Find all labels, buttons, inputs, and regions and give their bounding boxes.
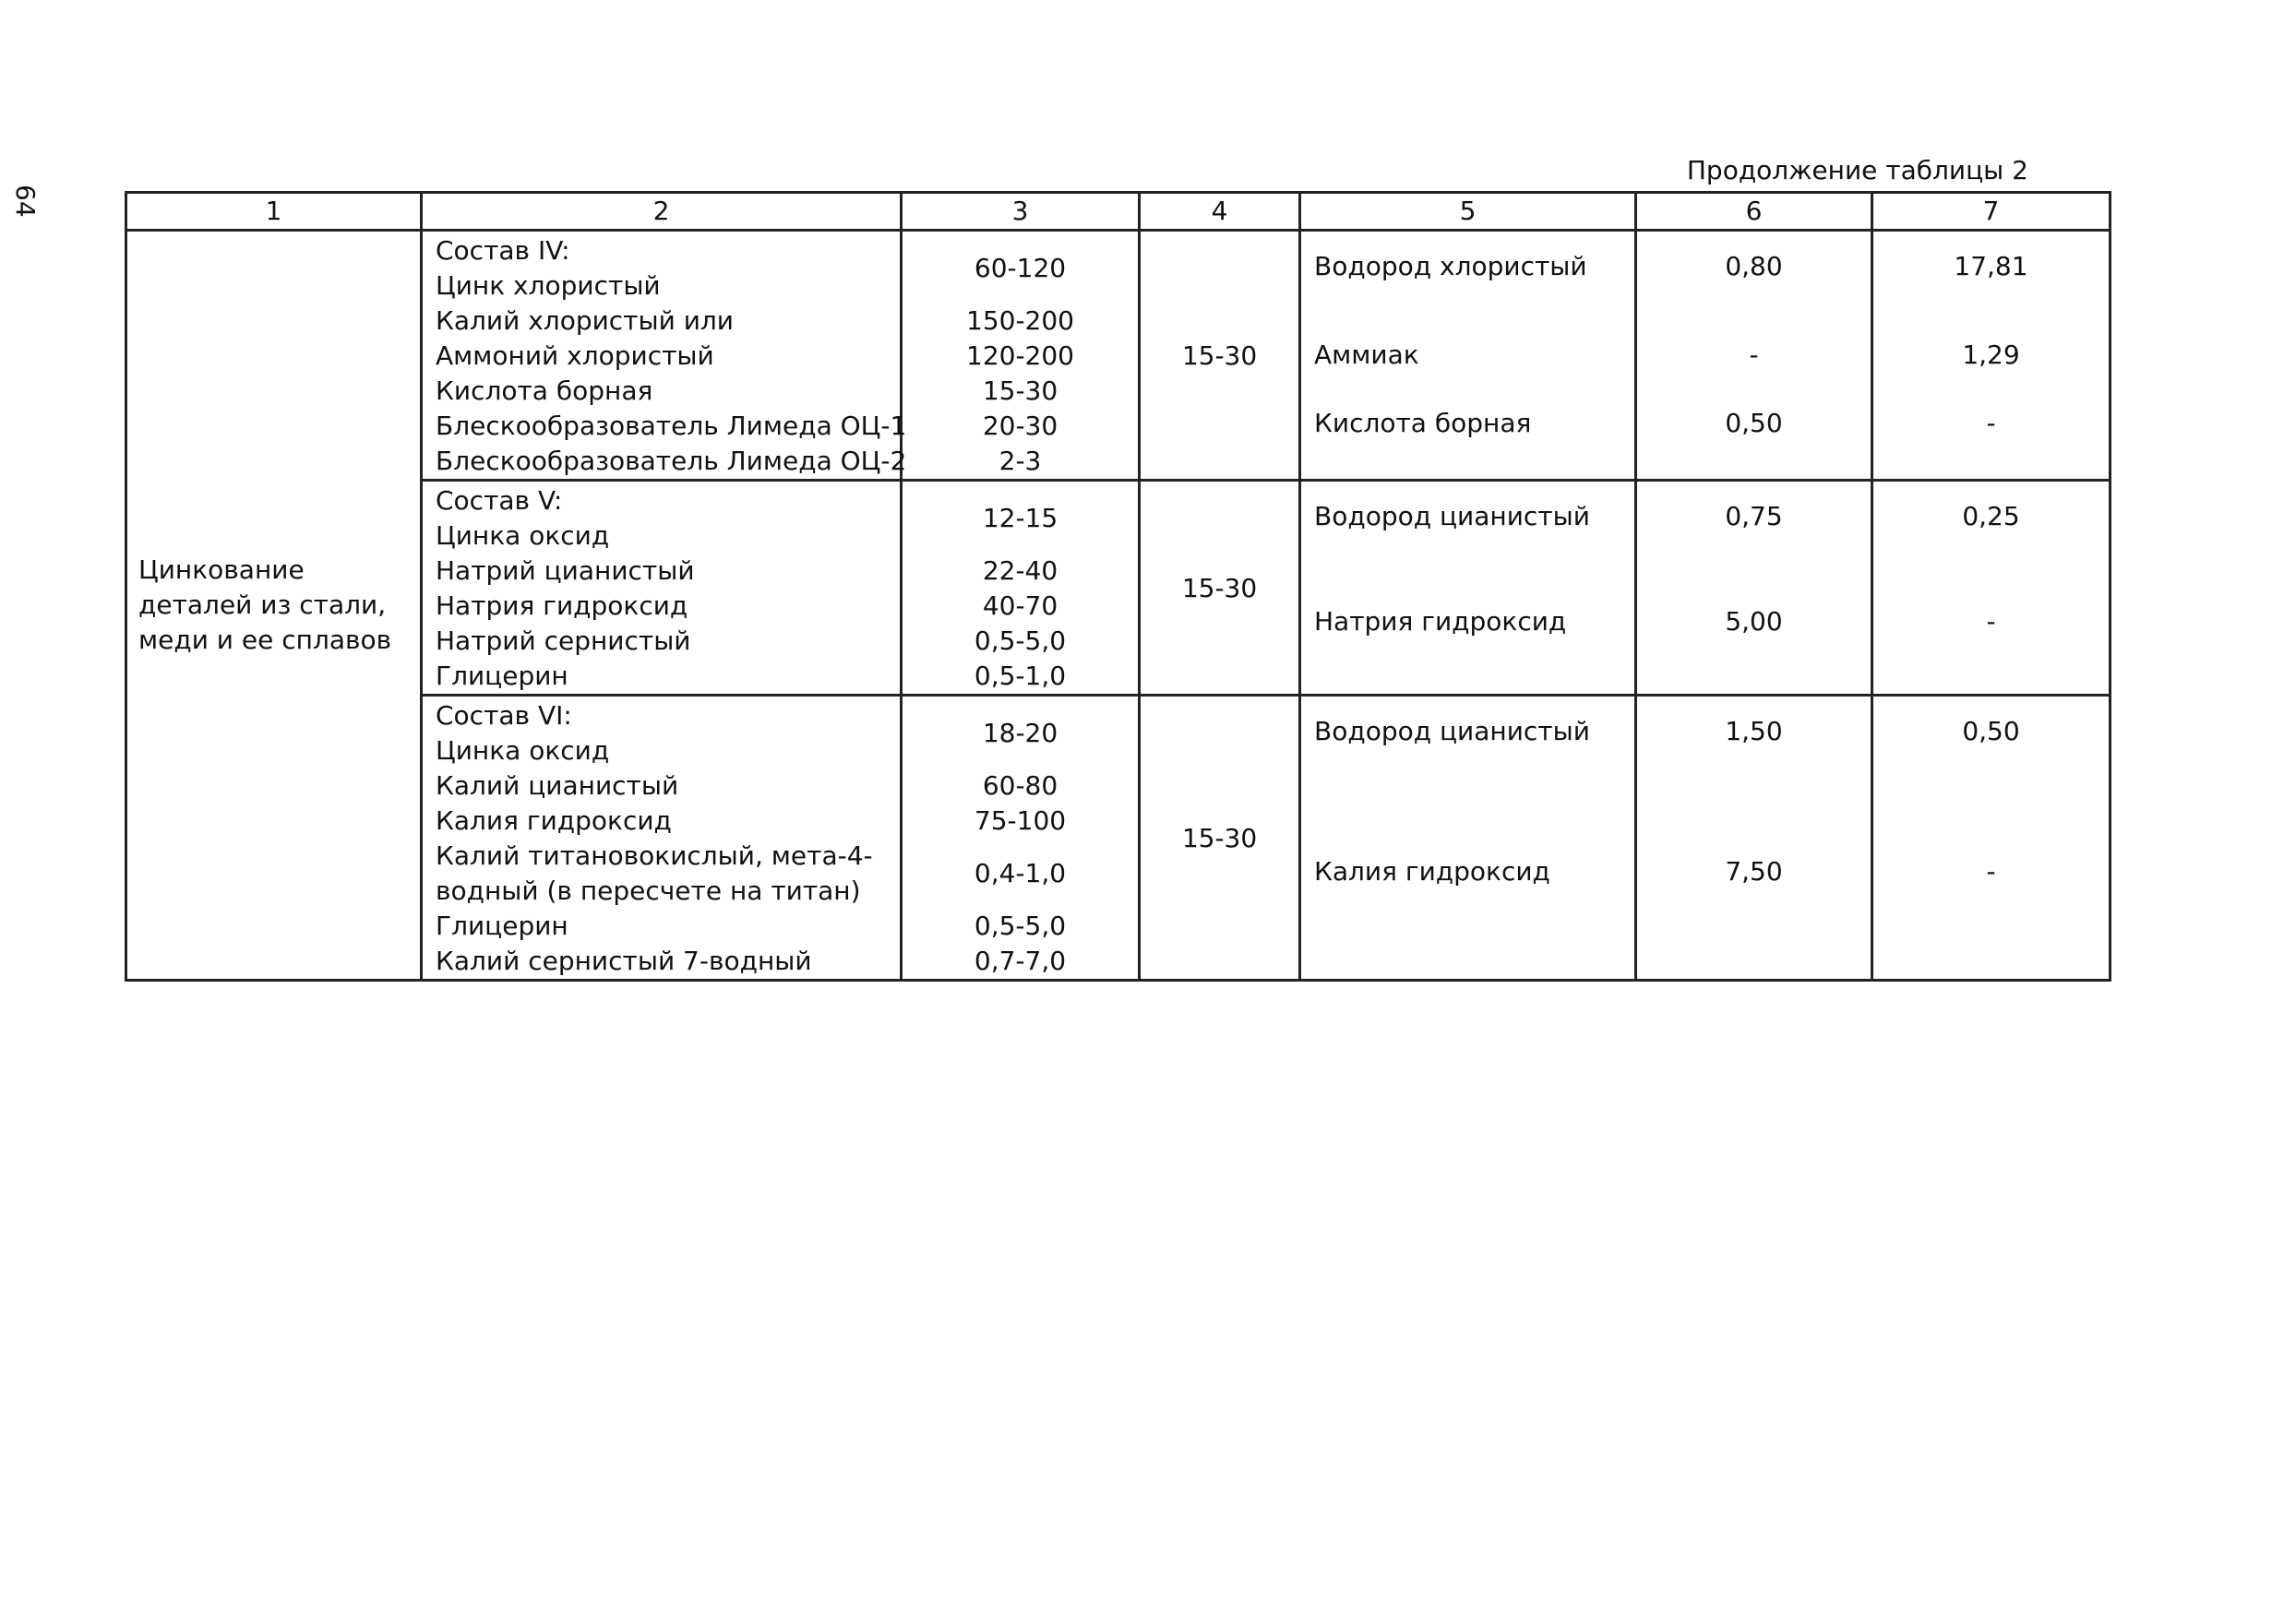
group-title: Состав VI: bbox=[436, 700, 572, 731]
ingredient-value: 2-3 bbox=[999, 446, 1042, 476]
process-name: Цинкование деталей из стали, меди и ее сплавов bbox=[126, 231, 422, 981]
ingredient-name: Аммоний хлористый bbox=[436, 340, 714, 371]
emission-substance: Натрия гидроксид bbox=[1314, 606, 1567, 637]
ingredient-value: 150-200 bbox=[966, 305, 1074, 336]
emission-col6-value: 1,50 bbox=[1725, 716, 1783, 746]
ingredient-value: 40-70 bbox=[982, 590, 1058, 621]
emission-col7-cell bbox=[1872, 231, 2111, 481]
ingredient-name: Калий хлористый или bbox=[436, 305, 734, 336]
ingredient-value: 0,5-1,0 bbox=[974, 661, 1067, 691]
emission-col6-cell bbox=[1636, 231, 1872, 481]
emission-col7-value: 1,29 bbox=[1962, 339, 2020, 370]
ingredient-name: Блескообразователь Лимеда ОЦ-1 bbox=[436, 411, 907, 441]
table-row-group-vi bbox=[126, 696, 2111, 981]
emission-col6-value: 5,00 bbox=[1725, 606, 1783, 637]
ingredients-cell bbox=[422, 231, 907, 481]
header-cell-5: 5 bbox=[1300, 193, 1636, 231]
header-cell-6: 6 bbox=[1636, 193, 1872, 231]
emission-col6-value: 7,50 bbox=[1725, 856, 1783, 887]
emission-col7-value: 17,81 bbox=[1954, 251, 2028, 281]
emission-col6-value: 0,50 bbox=[1725, 408, 1783, 438]
ingredients-cell bbox=[422, 696, 902, 981]
group-title: Состав IV: bbox=[436, 235, 570, 266]
ingredient-name: Цинк хлористый bbox=[436, 270, 661, 301]
ingredient-value: 60-120 bbox=[974, 253, 1067, 283]
header-row bbox=[126, 193, 2111, 231]
temperature-cell: 15-30 bbox=[1140, 481, 1300, 696]
ingredient-value: 22-40 bbox=[982, 555, 1058, 586]
page-number: 64 bbox=[10, 185, 41, 218]
emission-col7-value: - bbox=[1986, 408, 1996, 438]
ingredient-name: Натрий сернистый bbox=[436, 625, 691, 656]
emission-substance-cell bbox=[1300, 696, 1636, 981]
ingredient-value: 12-15 bbox=[982, 503, 1058, 533]
header-cell-3: 3 bbox=[902, 193, 1140, 231]
emission-col6-cell bbox=[1636, 696, 1872, 981]
ingredient-name: Цинка оксид bbox=[436, 735, 610, 766]
emission-substance: Водород цианистый bbox=[1314, 716, 1590, 746]
ingredient-name: Калий сернистый 7-водный bbox=[436, 946, 812, 976]
ingredient-name: Калия гидроксид bbox=[436, 805, 672, 836]
emission-col7-value: 0,25 bbox=[1962, 501, 2020, 531]
emission-col6-value: 0,75 bbox=[1725, 501, 1783, 531]
ingredient-name: Калий цианистый bbox=[436, 770, 679, 801]
ingredient-value: 120-200 bbox=[966, 340, 1074, 371]
continuation-label: Продолжение таблицы 2 bbox=[1686, 155, 2028, 185]
emission-col7-value: - bbox=[1986, 606, 1996, 637]
table-row-group-iv bbox=[126, 231, 2111, 481]
ingredient-name: Глицерин bbox=[436, 911, 568, 941]
ingredient-name: Калий титановокислый, мета-4-водный (в пересчете на титан) bbox=[436, 840, 873, 906]
emission-col7-value: - bbox=[1986, 856, 1996, 887]
temperature-cell: 15-30 bbox=[1140, 231, 1300, 481]
ingredient-value: 20-30 bbox=[982, 411, 1058, 441]
ingredient-value: 75-100 bbox=[974, 805, 1067, 836]
header-cell-4: 4 bbox=[1140, 193, 1300, 231]
emission-substance: Кислота борная bbox=[1314, 408, 1532, 438]
ingredient-name: Натрий цианистый bbox=[436, 555, 695, 586]
emission-col6-value: - bbox=[1749, 339, 1759, 370]
ingredient-name: Натрия гидроксид bbox=[436, 590, 688, 621]
header-cell-7: 7 bbox=[1872, 193, 2111, 231]
ingredient-value: 0,7-7,0 bbox=[974, 946, 1067, 976]
group-title: Состав V: bbox=[436, 485, 563, 516]
emission-substance-cell bbox=[1300, 481, 1636, 696]
ingredient-name: Блескообразователь Лимеда ОЦ-2 bbox=[436, 446, 907, 476]
temperature-cell: 15-30 bbox=[1140, 696, 1300, 981]
ingredient-name: Цинка оксид bbox=[436, 520, 610, 551]
ingredient-name: Кислота борная bbox=[436, 375, 653, 406]
ingredient-value: 15-30 bbox=[982, 375, 1058, 406]
header-cell-2: 2 bbox=[422, 193, 902, 231]
data-table bbox=[125, 191, 2111, 982]
emission-col7-cell bbox=[1872, 481, 2111, 696]
ingredient-name: Глицерин bbox=[436, 661, 568, 691]
ingredient-value: 0,5-5,0 bbox=[974, 911, 1067, 941]
emission-substance: Водород хлористый bbox=[1314, 251, 1587, 281]
ingredient-value: 18-20 bbox=[982, 718, 1058, 748]
table-row-group-v bbox=[126, 481, 2111, 696]
ingredient-value: 60-80 bbox=[982, 770, 1058, 801]
emission-substance: Аммиак bbox=[1314, 339, 1419, 370]
concentration-cell bbox=[902, 231, 1140, 481]
ingredients-cell bbox=[422, 481, 902, 696]
concentration-cell bbox=[902, 696, 1140, 981]
ingredient-value: 0,5-5,0 bbox=[974, 625, 1067, 656]
emission-col7-value: 0,50 bbox=[1962, 716, 2020, 746]
emission-col6-value: 0,80 bbox=[1725, 251, 1783, 281]
header-cell-1: 1 bbox=[126, 193, 422, 231]
emission-substance-cell bbox=[1300, 231, 1636, 481]
emission-col7-cell bbox=[1872, 696, 2111, 981]
ingredient-value: 0,4-1,0 bbox=[974, 858, 1067, 888]
emission-substance: Калия гидроксид bbox=[1314, 856, 1550, 887]
emission-substance: Водород цианистый bbox=[1314, 501, 1590, 531]
emission-col6-cell bbox=[1636, 481, 1872, 696]
concentration-cell bbox=[902, 481, 1140, 696]
